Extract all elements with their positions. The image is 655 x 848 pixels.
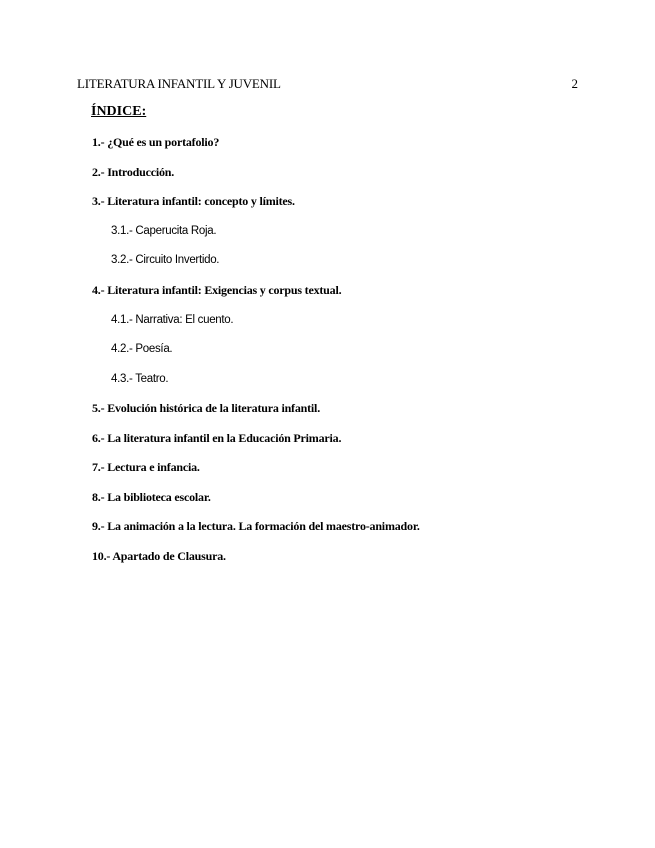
toc-entry-7: 7.- Lectura e infancia. [92, 460, 200, 474]
toc-entry-8: 8.- La biblioteca escolar. [92, 490, 211, 504]
running-head-title: LITERATURA INFANTIL Y JUVENIL [77, 76, 281, 91]
toc-entry-4-3: 4.3.- Teatro. [111, 373, 169, 385]
running-head [77, 76, 578, 92]
toc-entry-3-1: 3.1.- Caperucita Roja. [111, 225, 217, 237]
index-heading: ÍNDICE: [91, 104, 147, 119]
toc-entry-2: 2.- Introducción. [92, 165, 175, 179]
toc-entry-5: 5.- Evolución histórica de la literatura infantil. [92, 401, 320, 415]
toc-entry-4-1: 4.1.- Narrativa: El cuento. [111, 314, 234, 326]
toc-entry-3-2: 3.2.- Circuito Invertido. [111, 254, 220, 266]
toc-entry-4: 4.- Literatura infantil: Exigencias y corpus textual. [92, 283, 342, 297]
toc-entry-9: 9.- La animación a la lectura. La formación del maestro-animador. [92, 519, 420, 533]
toc-entry-4-2: 4.2.- Poesía. [111, 343, 173, 355]
toc-entry-3: 3.- Literatura infantil: concepto y límites. [92, 194, 295, 208]
toc-entry-10: 10.- Apartado de Clausura. [92, 549, 226, 563]
toc-entry-6: 6.- La literatura infantil en la Educación Primaria. [92, 431, 342, 445]
toc-entry-1: 1.- ¿Qué es un portafolio? [92, 135, 220, 149]
page-number: 2 [571, 76, 578, 91]
